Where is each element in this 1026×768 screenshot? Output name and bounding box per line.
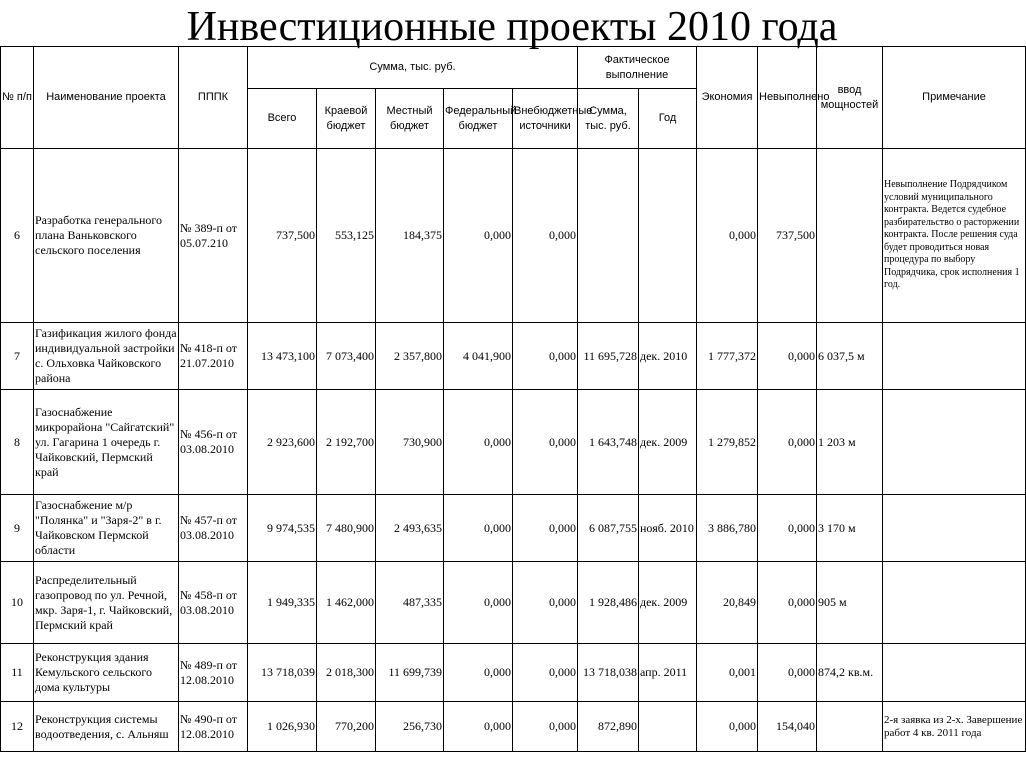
cell-year (639, 149, 697, 323)
cell-name: Газоснабжение м/р "Полянка" и "Заря-2" в г. Чайковском Пермской области (34, 495, 179, 562)
cell-local: 487,335 (376, 562, 444, 644)
header-num: № п/п (1, 47, 34, 149)
page-title: Инвестиционные проекты 2010 года (186, 4, 838, 50)
cell-year (639, 702, 697, 752)
table-row (1, 644, 1026, 702)
cell-capacity (817, 149, 883, 323)
cell-total: 2 923,600 (248, 390, 317, 495)
header-offbudget: Внебюджетные источники (513, 89, 578, 149)
cell-name: Распределительный газопровод по ул. Речной, мкр. Заря-1, г. Чайковский, Пермский край (34, 562, 179, 644)
cell-actual-sum: 1 643,748 (578, 390, 639, 495)
cell-economy: 1 777,372 (697, 323, 758, 390)
cell-note: 2-я заявка из 2-х. Завершение работ 4 кв. 2011 года (883, 702, 1026, 752)
cell-offbudget: 0,000 (513, 149, 578, 323)
cell-local: 2 493,635 (376, 495, 444, 562)
cell-economy: 1 279,852 (697, 390, 758, 495)
header-capacity: ввод мощностей (817, 47, 883, 149)
cell-pppk: № 418-п от 21.07.2010 (179, 323, 248, 390)
cell-economy: 0,001 (697, 644, 758, 702)
header-unfulfilled: Невыполнено (758, 47, 817, 149)
cell-note (883, 323, 1026, 390)
cell-economy: 3 886,780 (697, 495, 758, 562)
cell-name: Разработка генерального плана Ваньковского сельского поселения (34, 149, 179, 323)
cell-note: Невыполнение Подрядчиком условий муниципального контракта. Ведется судебное разбирательство о расторжении контракта. После решения суда будет проводиться новая процедура по выбору Подрядчика, срок исполнения 1 год. (883, 149, 1026, 323)
cell-note (883, 644, 1026, 702)
header-regional: Краевой бюджет (317, 89, 376, 149)
cell-federal: 0,000 (444, 562, 513, 644)
cell-economy: 20,849 (697, 562, 758, 644)
cell-offbudget: 0,000 (513, 644, 578, 702)
cell-pppk: № 389-п от 05.07.210 (179, 149, 248, 323)
cell-local: 2 357,800 (376, 323, 444, 390)
cell-regional: 1 462,000 (317, 562, 376, 644)
header-actual-group: Фактическое выполнение (578, 47, 697, 89)
cell-capacity: 6 037,5 м (817, 323, 883, 390)
cell-unfulfilled: 0,000 (758, 562, 817, 644)
cell-local: 256,730 (376, 702, 444, 752)
header-note: Примечание (883, 47, 1026, 149)
cell-unfulfilled: 154,040 (758, 702, 817, 752)
cell-note (883, 390, 1026, 495)
cell-num: 9 (1, 495, 34, 562)
cell-num: 11 (1, 644, 34, 702)
cell-unfulfilled: 737,500 (758, 149, 817, 323)
cell-year: дек. 2010 (639, 323, 697, 390)
cell-total: 13 473,100 (248, 323, 317, 390)
cell-local: 11 699,739 (376, 644, 444, 702)
cell-actual-sum: 13 718,038 (578, 644, 639, 702)
header-actual-sum: Сумма, тыс. руб. (578, 89, 639, 149)
cell-name: Газификация жилого фонда индивидуальной застройки с. Ольховка Чайковского района (34, 323, 179, 390)
cell-num: 6 (1, 149, 34, 323)
cell-note (883, 495, 1026, 562)
header-economy: Экономия (697, 47, 758, 149)
cell-pppk: № 456-п от 03.08.2010 (179, 390, 248, 495)
cell-actual-sum: 11 695,728 (578, 323, 639, 390)
cell-unfulfilled: 0,000 (758, 390, 817, 495)
table-row (1, 323, 1026, 390)
table-row (1, 495, 1026, 562)
cell-capacity: 905 м (817, 562, 883, 644)
cell-capacity: 3 170 м (817, 495, 883, 562)
header-sum-group: Сумма, тыс. руб. (248, 47, 578, 89)
cell-offbudget: 0,000 (513, 323, 578, 390)
cell-pppk: № 490-п от 12.08.2010 (179, 702, 248, 752)
cell-economy: 0,000 (697, 149, 758, 323)
header-local: Местный бюджет (376, 89, 444, 149)
cell-regional: 7 480,900 (317, 495, 376, 562)
header-total: Всего (248, 89, 317, 149)
cell-num: 10 (1, 562, 34, 644)
cell-federal: 0,000 (444, 702, 513, 752)
cell-local: 184,375 (376, 149, 444, 323)
cell-year: дек. 2009 (639, 390, 697, 495)
cell-total: 737,500 (248, 149, 317, 323)
cell-unfulfilled: 0,000 (758, 495, 817, 562)
cell-regional: 553,125 (317, 149, 376, 323)
cell-offbudget: 0,000 (513, 702, 578, 752)
cell-total: 9 974,535 (248, 495, 317, 562)
header-federal: Федеральный бюджет (444, 89, 513, 149)
cell-name: Газоснабжение микрорайона "Сайгатский" ул. Гагарина 1 очередь г. Чайковский, Пермский край (34, 390, 179, 495)
cell-federal: 0,000 (444, 390, 513, 495)
cell-unfulfilled: 0,000 (758, 644, 817, 702)
header-year: Год (639, 89, 697, 149)
cell-offbudget: 0,000 (513, 562, 578, 644)
table-row (1, 149, 1026, 323)
cell-name: Реконструкция системы водоотведения, с. Альняш (34, 702, 179, 752)
cell-regional: 7 073,400 (317, 323, 376, 390)
cell-num: 7 (1, 323, 34, 390)
cell-total: 1 026,930 (248, 702, 317, 752)
cell-federal: 0,000 (444, 149, 513, 323)
cell-federal: 0,000 (444, 495, 513, 562)
cell-year: нояб. 2010 (639, 495, 697, 562)
header-pppk: ПППК (179, 47, 248, 149)
cell-economy: 0,000 (697, 702, 758, 752)
cell-name: Реконструкция здания Кемульского сельского дома культуры (34, 644, 179, 702)
cell-actual-sum: 872,890 (578, 702, 639, 752)
table-row (1, 702, 1026, 752)
cell-regional: 770,200 (317, 702, 376, 752)
projects-table (0, 46, 1026, 752)
cell-capacity: 1 203 м (817, 390, 883, 495)
cell-regional: 2 018,300 (317, 644, 376, 702)
cell-capacity (817, 702, 883, 752)
cell-num: 12 (1, 702, 34, 752)
cell-federal: 0,000 (444, 644, 513, 702)
cell-actual-sum: 1 928,486 (578, 562, 639, 644)
cell-year: дек. 2009 (639, 562, 697, 644)
cell-unfulfilled: 0,000 (758, 323, 817, 390)
cell-year: апр. 2011 (639, 644, 697, 702)
cell-total: 13 718,039 (248, 644, 317, 702)
cell-federal: 4 041,900 (444, 323, 513, 390)
table-row (1, 562, 1026, 644)
cell-pppk: № 457-п от 03.08.2010 (179, 495, 248, 562)
cell-total: 1 949,335 (248, 562, 317, 644)
cell-note (883, 562, 1026, 644)
cell-offbudget: 0,000 (513, 390, 578, 495)
cell-num: 8 (1, 390, 34, 495)
cell-pppk: № 458-п от 03.08.2010 (179, 562, 248, 644)
header-name: Наименование проекта (34, 47, 179, 149)
cell-regional: 2 192,700 (317, 390, 376, 495)
cell-pppk: № 489-п от 12.08.2010 (179, 644, 248, 702)
cell-actual-sum (578, 149, 639, 323)
table-row (1, 390, 1026, 495)
cell-capacity: 874,2 кв.м. (817, 644, 883, 702)
cell-actual-sum: 6 087,755 (578, 495, 639, 562)
cell-offbudget: 0,000 (513, 495, 578, 562)
cell-local: 730,900 (376, 390, 444, 495)
